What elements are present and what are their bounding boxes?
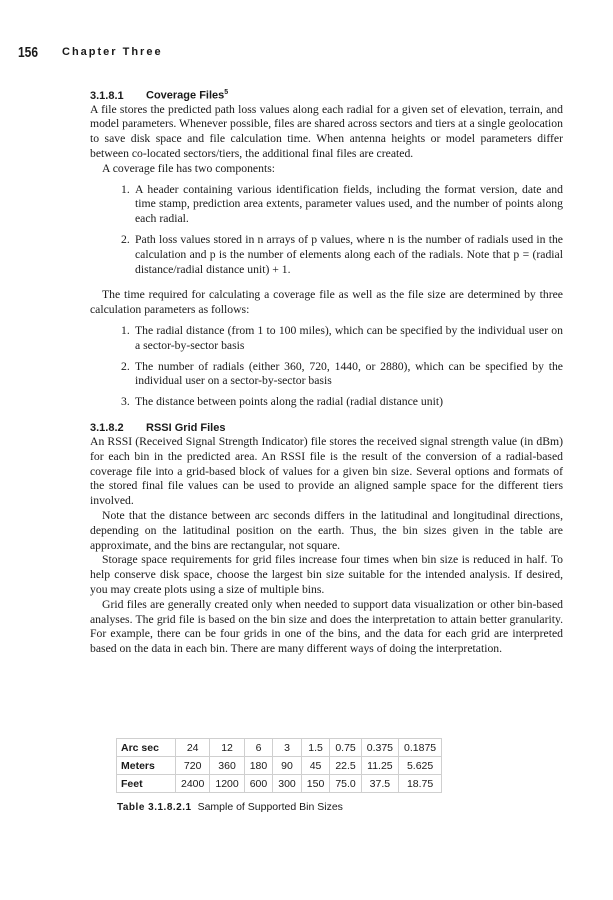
body-text bbox=[90, 86, 563, 657]
paragraph: The time required for calculating a coverage file as well as the file size are determined by three calculation parameters as follows: bbox=[90, 288, 563, 317]
list-item: 2. Path loss values stored in n arrays of p values, where n is the number of radials used in the calculation and p is the number of elements along each of the radials. Note that p = (radial distance/radial distance unit) + 1. bbox=[121, 233, 563, 276]
row-label: Feet bbox=[117, 775, 176, 793]
paragraph: Grid files are generally created only when needed to support data visualization or other bin-based analyses. The grid file is based on the bin size and does the interpretation to attain better granularity. For example, there can be four grids in one of the bins, and the data for each grid are interpreted based on the data in each bin. There are many different ways of doing the interpretation. bbox=[90, 597, 563, 656]
table-caption-tag: Table 3.1.8.2.1 bbox=[117, 802, 192, 813]
paragraph: Note that the distance between arc seconds differs in the latitudinal and longitudinal directions, depending on the latitudinal position on the earth. Thus, the bin sizes given in the table are approximate, and the bins are rectangular, not square. bbox=[90, 508, 563, 552]
table-cell: 11.25 bbox=[361, 757, 398, 775]
chapter-title: Chapter Three bbox=[62, 46, 163, 58]
table-cell: 1.5 bbox=[301, 739, 330, 757]
table-cell: 5.625 bbox=[399, 757, 442, 775]
parameters-list bbox=[90, 324, 563, 410]
list-item: 1. A header containing various identification fields, including the format version, date and time stamp, prediction area extents, parameter values used, and the number of points along each radial. bbox=[121, 182, 563, 226]
table-row bbox=[117, 775, 442, 793]
table-cell: 1200 bbox=[210, 775, 244, 793]
section-heading-rssi-grid-files bbox=[90, 421, 563, 435]
footnote-marker: 5 bbox=[224, 89, 229, 96]
table-cell: 300 bbox=[273, 775, 302, 793]
row-label: Arc sec bbox=[117, 739, 176, 757]
table-cell: 45 bbox=[301, 757, 330, 775]
section-heading-coverage-files bbox=[90, 86, 563, 103]
table-cell: 360 bbox=[210, 757, 244, 775]
paragraph: A coverage file has two components: bbox=[102, 161, 275, 175]
paragraph: A file stores the predicted path loss values along each radial for a given set of elevation, terrain, and model parameters. Whenever possible, files are shared across sectors and tiers at a single geolocation to save disk space and file calculation time. When antenna heights or model parameters differ between co-located sectors/tiers, the additional final files are created. bbox=[90, 102, 563, 161]
section-title: RSSI Grid Files bbox=[146, 422, 226, 434]
table-cell: 2400 bbox=[176, 775, 210, 793]
table-row bbox=[117, 757, 442, 775]
table-cell: 37.5 bbox=[361, 775, 398, 793]
table-cell: 12 bbox=[210, 739, 244, 757]
section-number: 3.1.8.1 bbox=[90, 89, 124, 102]
row-label: Meters bbox=[117, 757, 176, 775]
table-cell: 22.5 bbox=[330, 757, 361, 775]
table-cell: 150 bbox=[301, 775, 330, 793]
table-caption-text: Sample of Supported Bin Sizes bbox=[197, 801, 343, 813]
table-cell: 75.0 bbox=[330, 775, 361, 793]
section-title: Coverage Files bbox=[146, 89, 225, 102]
table-cell: 3 bbox=[273, 739, 302, 757]
list-item: 2. The number of radials (either 360, 720, 1440, or 2880), which can be specified by the individual user on a sector-by-sector basis bbox=[121, 359, 563, 388]
table-cell: 180 bbox=[244, 757, 273, 775]
table-cell: 0.1875 bbox=[399, 739, 442, 757]
table-caption bbox=[117, 801, 343, 813]
list-item: 3. The distance between points along the radial (radial distance unit) bbox=[121, 395, 443, 409]
table-row bbox=[117, 739, 442, 757]
section-number: 3.1.8.2 bbox=[90, 422, 124, 434]
page-number: 156 bbox=[18, 44, 39, 61]
list-item: 1. The radial distance (from 1 to 100 miles), which can be specified by the individual user on a sector-by-sector basis bbox=[121, 324, 563, 352]
paragraph: An RSSI (Received Signal Strength Indicator) file stores the received signal strength value (in dBm) for each bin in the predicted area. An RSSI file is the result of the conversion of a radial-based coverage file into a grid-based block of values for a given bin size. Several options and formats of the stored final file values can be used to provide an aligned sample space for the different tiers involved. bbox=[90, 435, 563, 508]
table-cell: 6 bbox=[244, 739, 273, 757]
components-list bbox=[90, 183, 563, 278]
paragraph: Storage space requirements for grid files increase four times when bin size is reduced in half. To help conserve disk space, choose the largest bin size suitable for the intended analysis. If desired, you may create plots using a size of multiple bins. bbox=[90, 553, 563, 596]
table-cell: 90 bbox=[273, 757, 302, 775]
bin-size-table bbox=[116, 738, 442, 793]
table-cell: 600 bbox=[244, 775, 273, 793]
table-cell: 720 bbox=[176, 757, 210, 775]
table-cell: 18.75 bbox=[399, 775, 442, 793]
table-cell: 24 bbox=[176, 739, 210, 757]
table-cell: 0.375 bbox=[361, 739, 398, 757]
table-cell: 0.75 bbox=[330, 739, 361, 757]
